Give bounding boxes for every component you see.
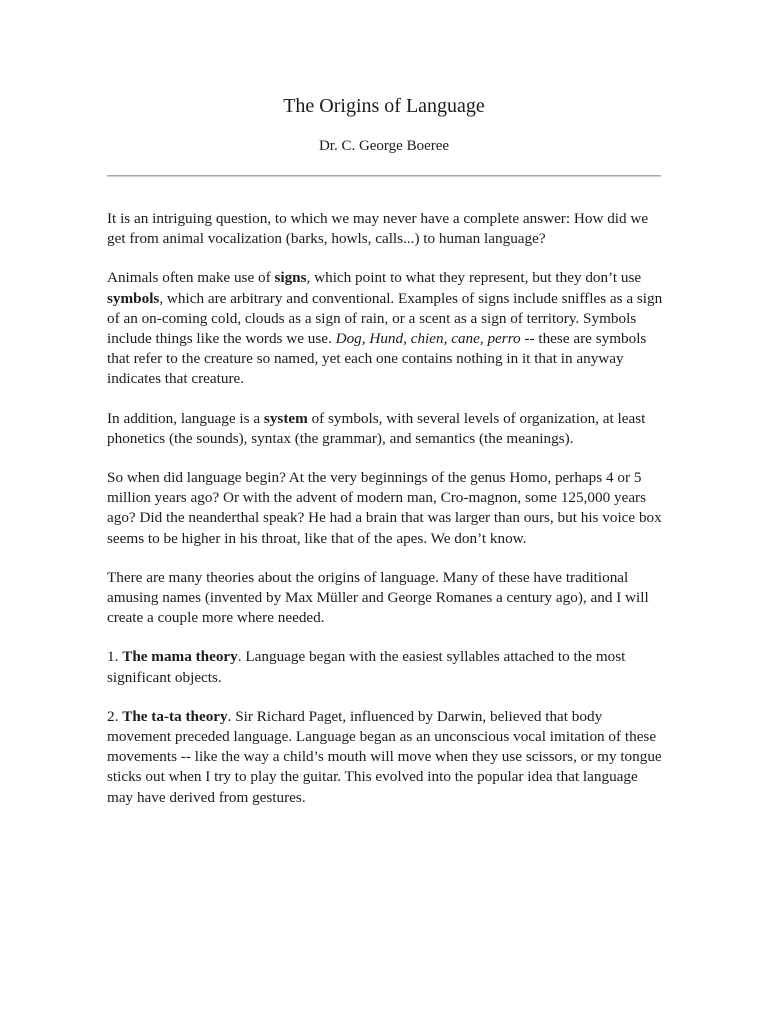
example-words: Dog, Hund, chien, cane, perro	[335, 330, 521, 348]
text-run: . Language began with the easiest syllables attached to the most significant objects.	[107, 648, 626, 686]
text-run: -- these are symbols that refer to the creature so named, yet each one contains nothing in it that in anyway indicates that creature.	[107, 330, 647, 388]
paragraph-theories-text: There are many theories about the origins of language. Many of these have traditional amusing names (invented by Max Müller and George Romanes a century ago), and I will create a couple more where needed.	[107, 568, 649, 627]
text-run: In addition, language is a	[107, 409, 264, 427]
paragraph-theories	[107, 568, 667, 629]
list-number: 1.	[107, 648, 123, 666]
document-body	[107, 209, 667, 827]
document-author: Dr. C. George Boeree	[318, 138, 450, 154]
paragraph-when-began	[107, 468, 667, 549]
paragraph-mama-theory	[107, 647, 667, 687]
text-run: , which are arbitrary and conventional. Examples of signs include sniffles as a sign of an on-coming cold, clouds as a sign of rain, or a scent as a sign of territory. Symbols include things like the words we use.	[107, 289, 663, 348]
term-signs: signs	[274, 269, 307, 287]
text-run: of symbols, with several levels of organization, at least phonetics (the sounds), syntax (the grammar), and semantics (the meanings).	[107, 409, 646, 447]
text-run: . Sir Richard Paget, influenced by Darwin, believed that body movement preceded language. Language began as an unconscious vocal imitation of these movements -- like the way a child’s mouth will move when they use scissors, or my tongue sticks out when I try to play the guitar. This evolved into the popular idea that language may have derived from gestures.	[107, 707, 662, 806]
text-run: Animals often make use of	[107, 269, 275, 287]
paragraph-intro	[107, 209, 667, 249]
term-symbols: symbols	[107, 289, 160, 307]
horizontal-rule	[107, 175, 661, 177]
term-system: system	[263, 409, 308, 427]
paragraph-system	[107, 409, 667, 449]
text-run: , which point to what they represent, but they don’t use	[306, 269, 642, 287]
term-ta-ta-theory: The ta-ta theory	[122, 707, 228, 725]
paragraph-ta-ta-theory	[107, 707, 667, 808]
document-title: The Origins of Language	[283, 95, 485, 117]
term-mama-theory: The mama theory	[122, 648, 238, 666]
paragraph-signs-symbols	[107, 268, 667, 389]
list-number: 2.	[107, 707, 123, 725]
paragraph-intro-text: It is an intriguing question, to which we may never have a complete answer: How did we get from animal vocalization (barks, howls, calls...) to human language?	[107, 210, 649, 248]
paragraph-when-began-text: So when did language begin? At the very beginnings of the genus Homo, perhaps 4 or 5 million years ago? Or with the advent of modern man, Cro-magnon, some 125,000 years ago? Did the neanderthal speak? He had a brain that was larger than ours, but his voice box seems to be higher in his throat, like that of the apes. We don’t know.	[107, 469, 662, 547]
